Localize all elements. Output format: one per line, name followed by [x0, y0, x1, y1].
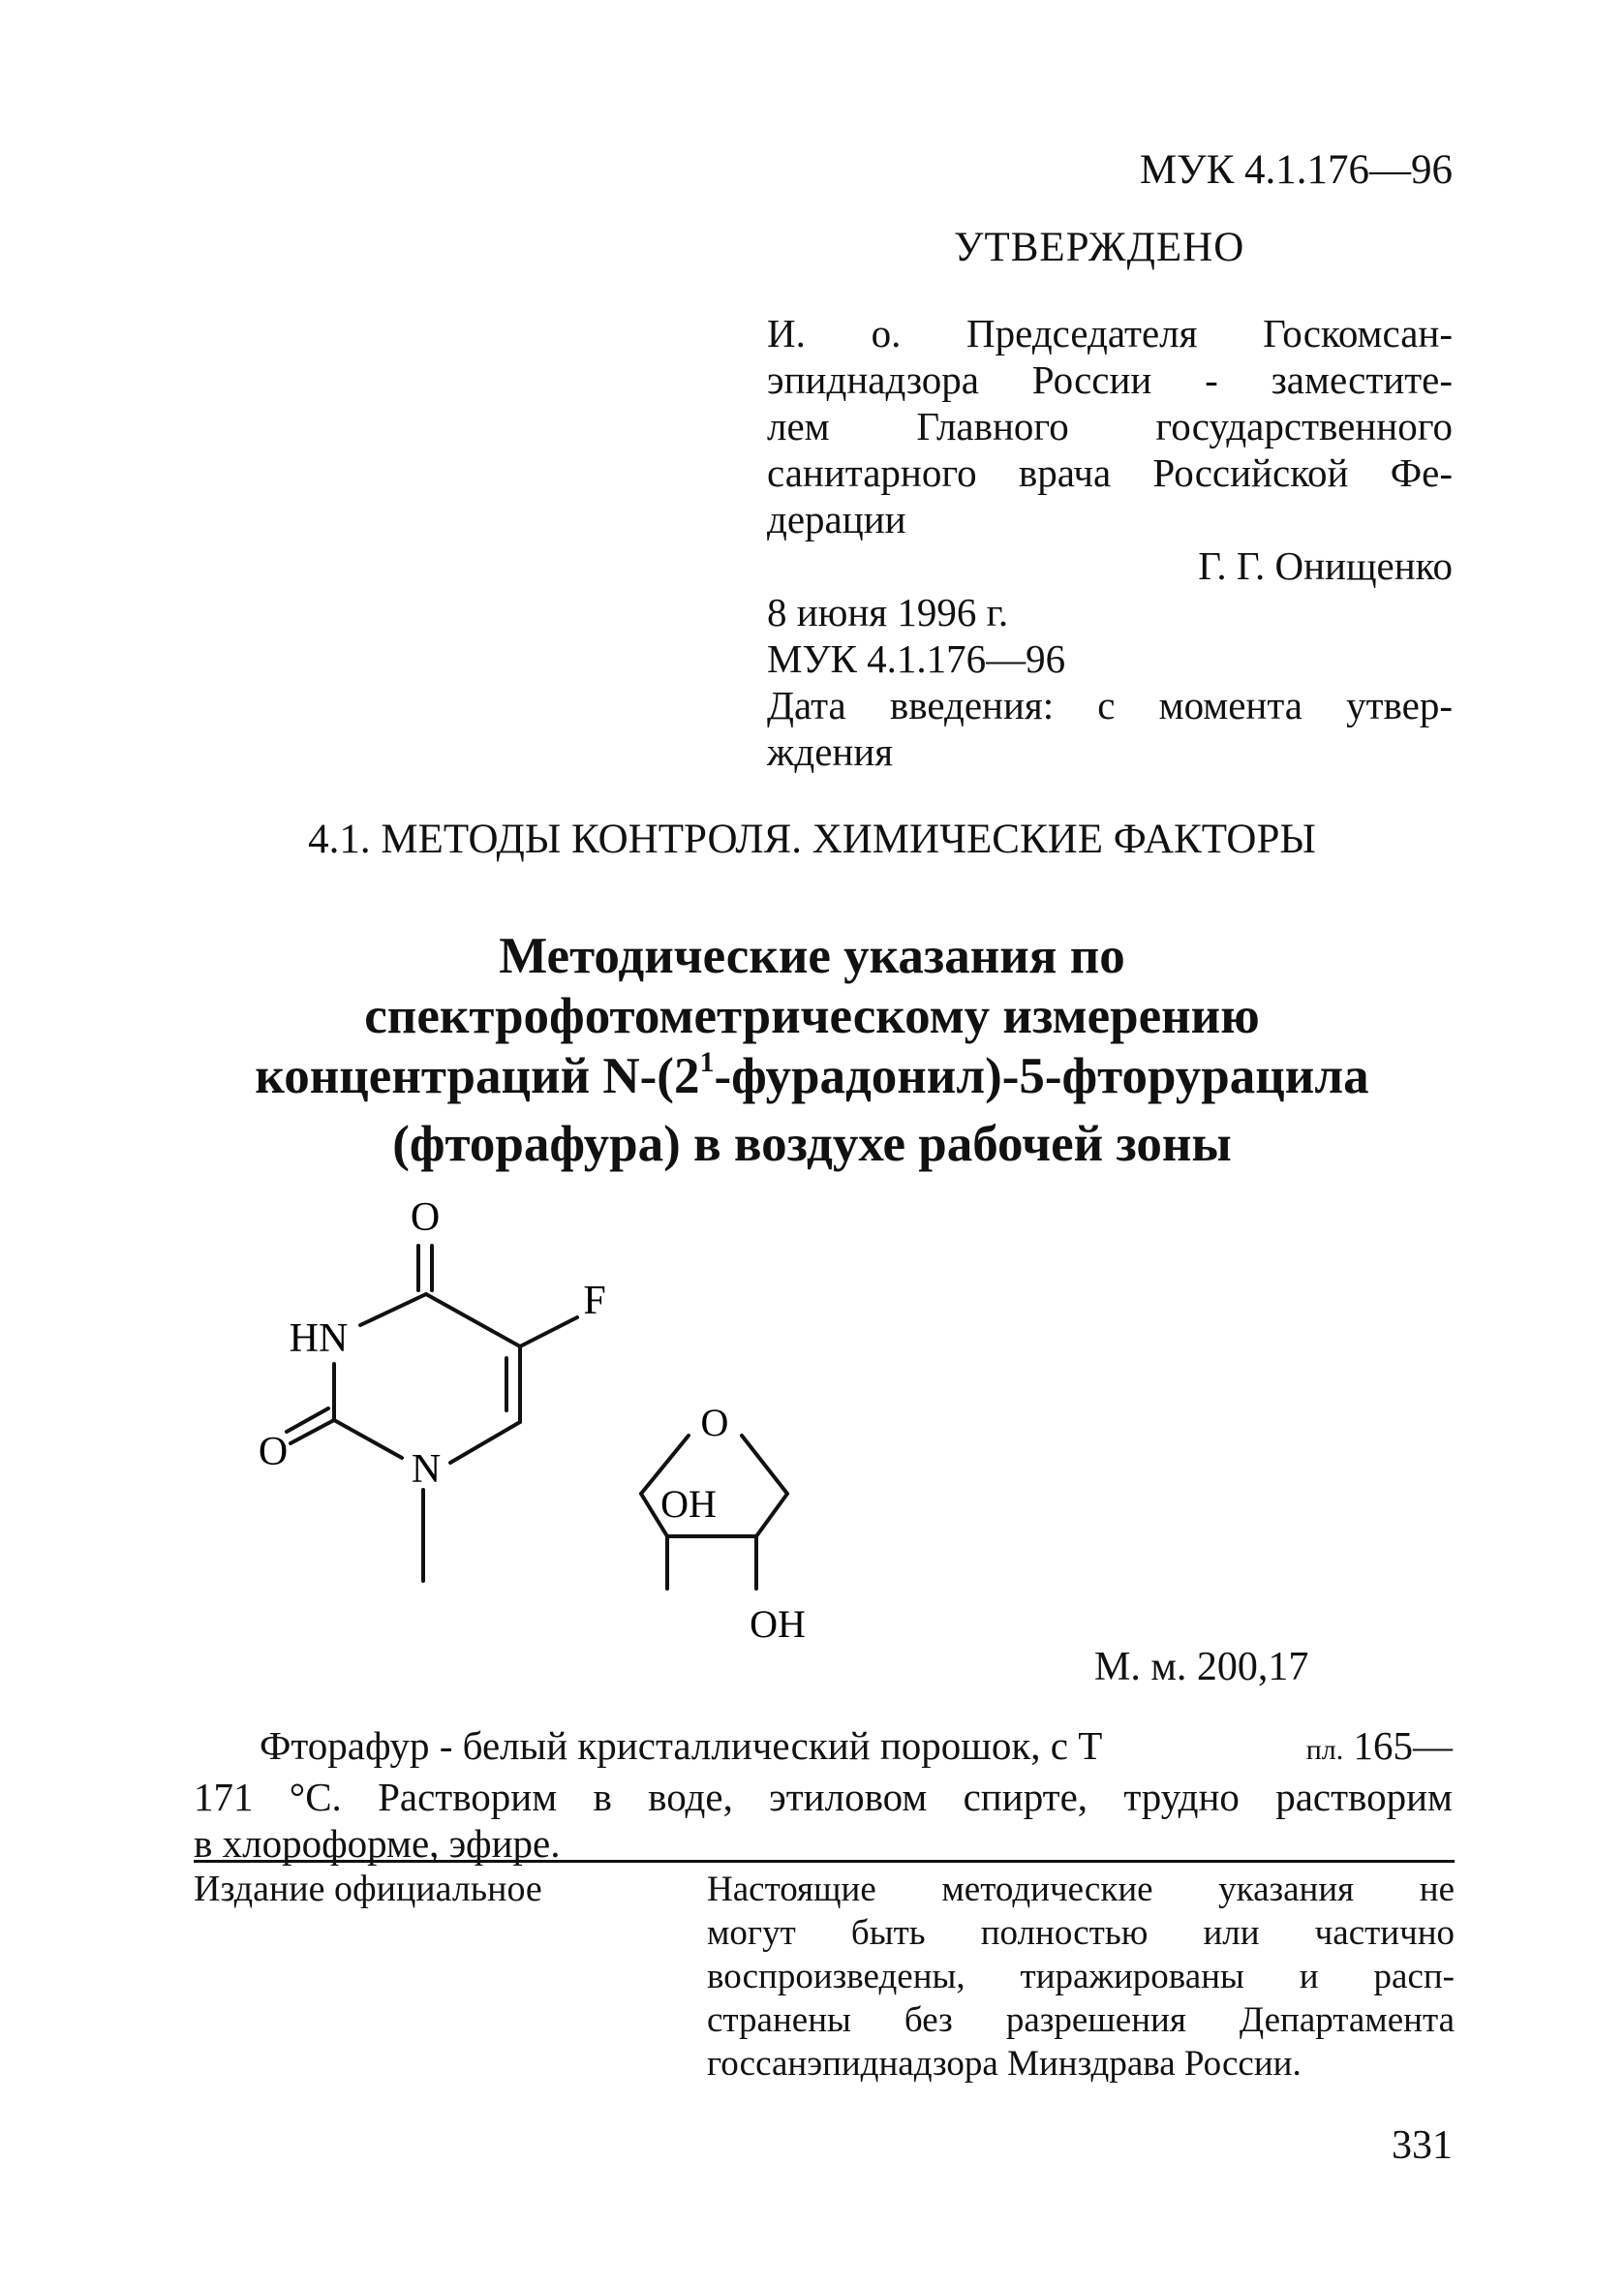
description-subscript: пл. — [1305, 1734, 1344, 1766]
title-line: Методические указания по — [499, 928, 1125, 984]
formula-atom: OH — [660, 1482, 717, 1526]
introduction-date: Дата введения: с момента утвер- — [767, 683, 1453, 727]
approval-line: лем Главного государственного — [767, 404, 1453, 448]
approval-line: санитарного врача Российской Фе- — [767, 450, 1453, 495]
structural-formula — [0, 1182, 1624, 1685]
title-line: (фторафура) в воздухе рабочей зоны — [392, 1116, 1232, 1172]
description-text: 165— — [1343, 1723, 1453, 1768]
introduction-date-tail: ждения — [767, 729, 894, 774]
approved-stamp: УТВЕРЖДЕНО — [954, 225, 1245, 270]
section-heading: 4.1. МЕТОДЫ КОНТРОЛЯ. ХИМИЧЕСКИЕ ФАКТОРЫ — [308, 817, 1316, 862]
approval-doc-code: МУК 4.1.176—96 — [767, 636, 1066, 681]
formula-atom: O — [410, 1195, 441, 1240]
notice-line: могут быть полностью или частично — [707, 1913, 1455, 1953]
approval-line: эпиднадзора России - заместите- — [767, 357, 1453, 402]
edition-label: Издание официальное — [194, 1869, 542, 1909]
approval-line: И. о. Председателя Госкомсан- — [767, 311, 1453, 356]
document-title — [145, 926, 1479, 1174]
molecular-mass: М. м. 200,17 — [1094, 1645, 1309, 1689]
signatory-name: Г. Г. Онищенко — [1198, 543, 1453, 588]
formula-atom: OH — [750, 1602, 806, 1646]
formula-atom: O — [700, 1401, 729, 1444]
formula-atom: N — [411, 1447, 442, 1492]
description-text: Фторафур - белый кристаллический порошок, с Т — [260, 1723, 1103, 1768]
notice-line: госсанэпиднадзора Минздрава России. — [707, 2044, 1302, 2084]
description-line: 171 °С. Растворим в воде, этиловом спирте, трудно растворим — [194, 1775, 1453, 1819]
description-line: в хлороформе, эфире. — [194, 1821, 561, 1866]
title-superscript: 1 — [699, 1046, 715, 1078]
approval-block — [767, 310, 1453, 775]
formula-atom: O — [258, 1430, 289, 1474]
notice-line: странены без разрешения Департамента — [707, 2000, 1455, 2040]
title-line: спектрофотометрическому измерению — [364, 988, 1260, 1044]
formula-atom: F — [583, 1279, 606, 1323]
approval-line: дерации — [767, 497, 906, 541]
title-line — [145, 1046, 1479, 1114]
copyright-notice — [707, 1868, 1455, 2086]
notice-line: воспроизведены, тиражированы и расп- — [707, 1957, 1455, 1996]
description-line — [194, 1722, 1453, 1774]
footer-divider — [194, 1860, 1455, 1863]
formula-atom: HN — [289, 1316, 349, 1361]
description — [194, 1722, 1453, 1867]
title-text: концентраций N-(2 — [255, 1048, 700, 1104]
page-number: 331 — [1392, 2123, 1453, 2168]
notice-line: Настоящие методические указания не — [707, 1870, 1455, 1909]
approval-date: 8 июня 1996 г. — [767, 590, 1009, 634]
title-text: -фурадонил)-5-фторурацила — [714, 1048, 1369, 1104]
document-code: МУК 4.1.176—96 — [1139, 147, 1453, 193]
